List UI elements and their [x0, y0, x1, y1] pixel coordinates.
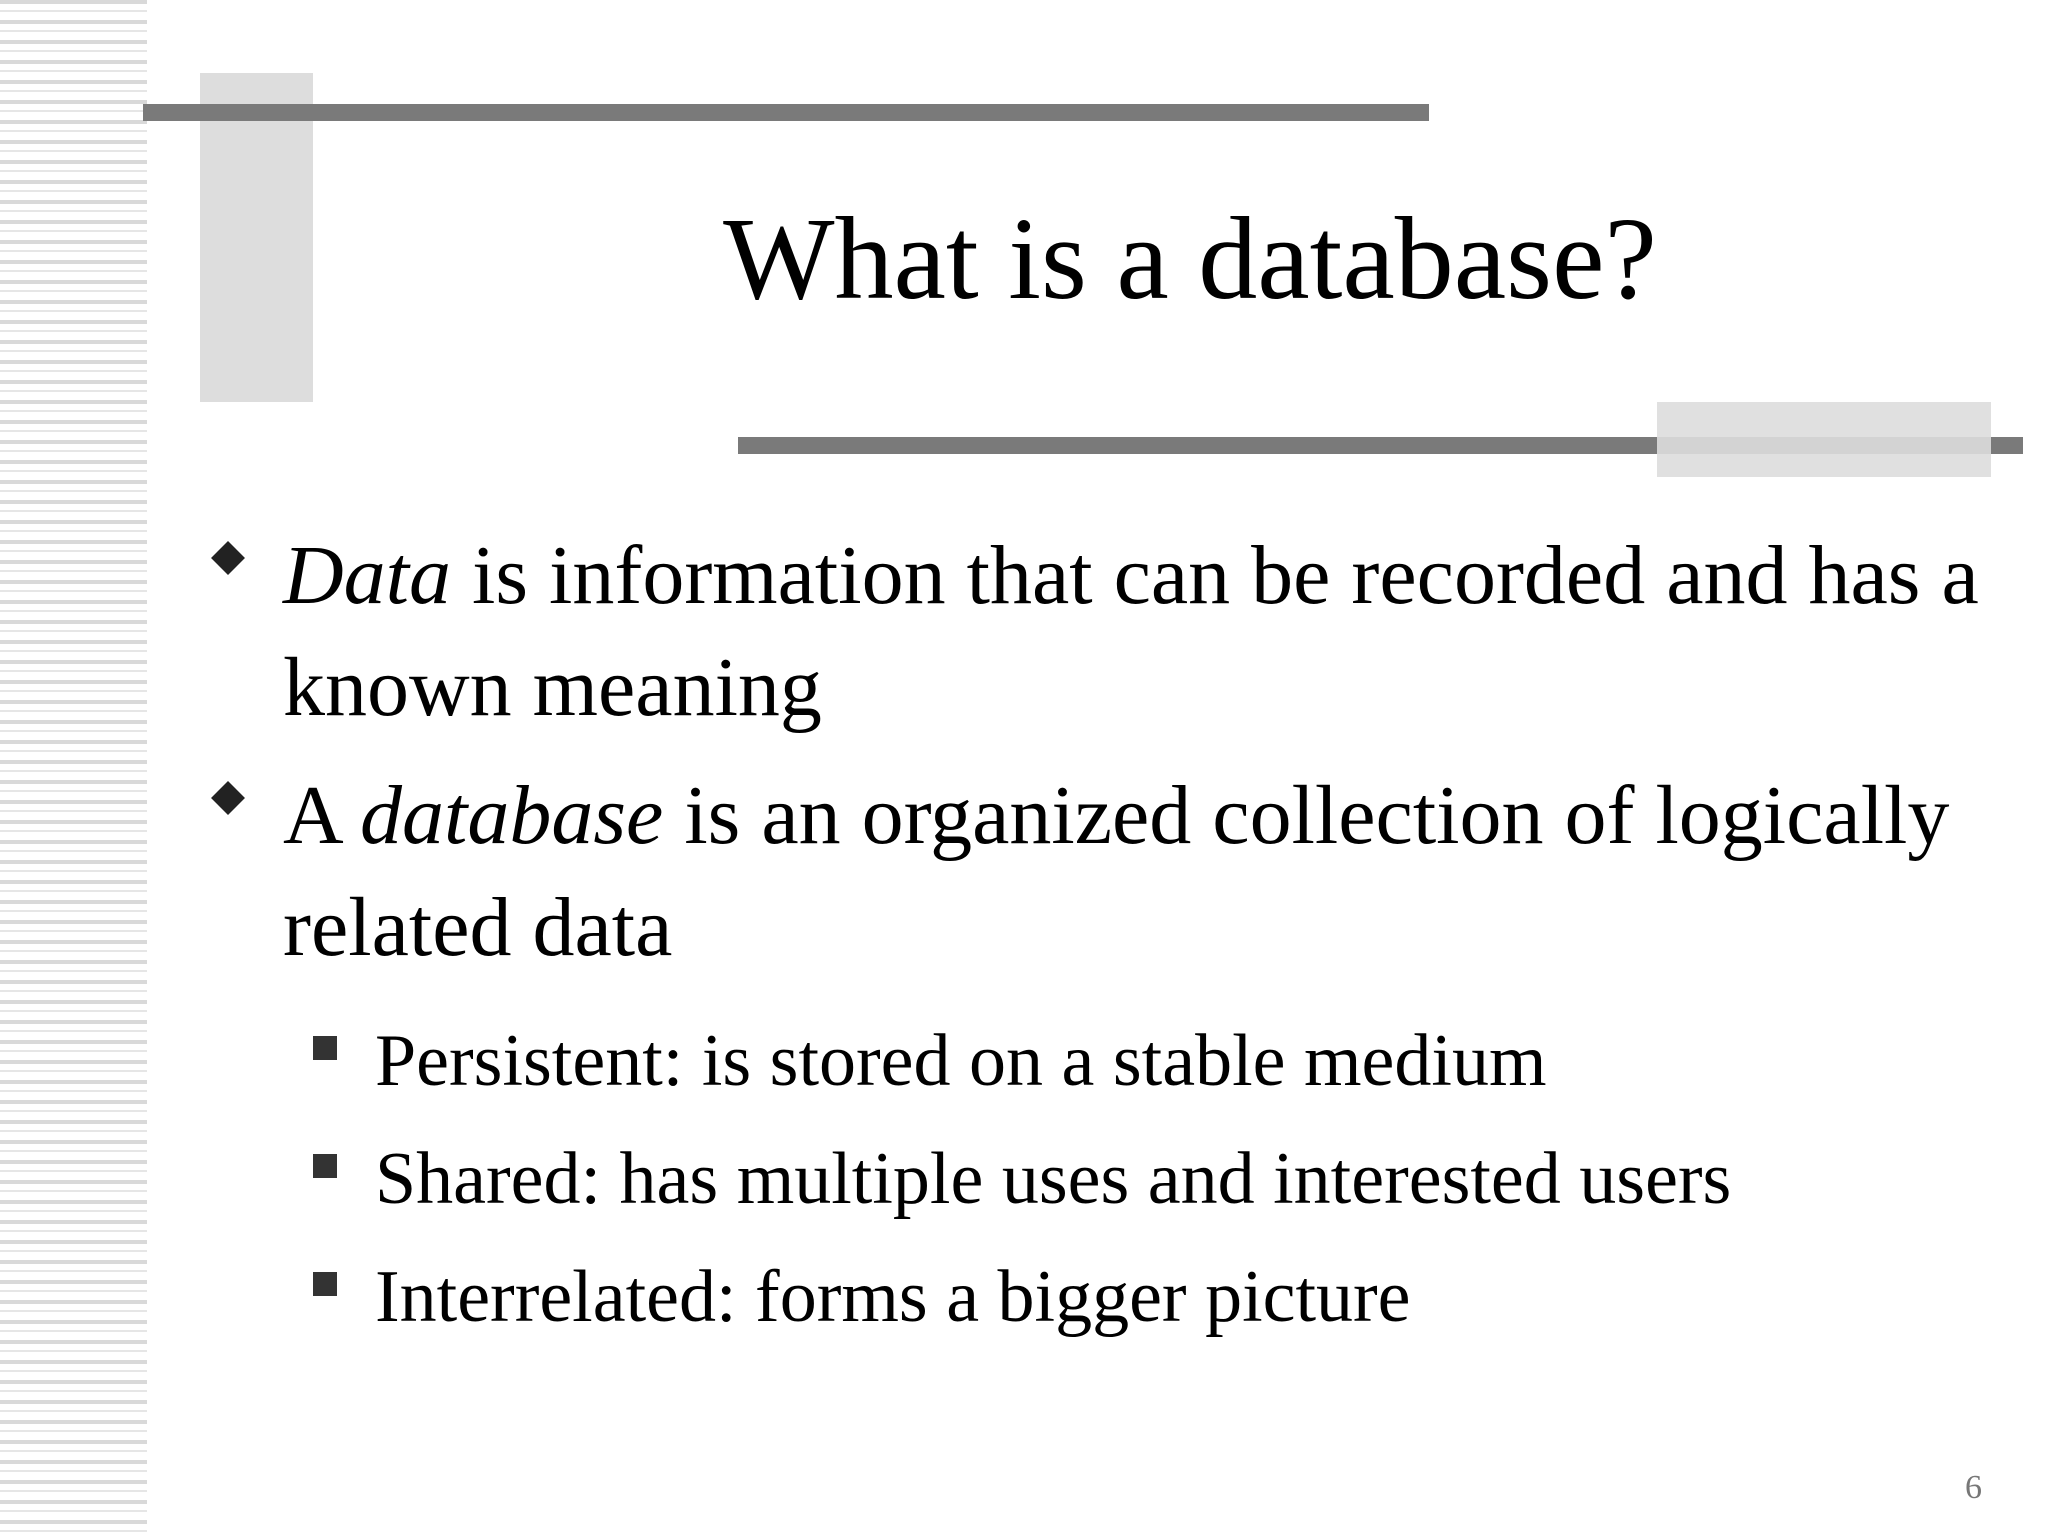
bullet-database-definition: [200, 760, 1990, 1356]
property-persistent: [283, 1002, 1990, 1120]
property-interrelated-text: Interrelated: forms a bigger picture: [375, 1256, 1411, 1338]
database-term: database: [360, 769, 664, 862]
vertical-gray-block: [200, 73, 313, 402]
property-interrelated: [283, 1238, 1990, 1356]
diamond-bullet-icon: [211, 541, 245, 575]
data-definition-text: is information that can be recorded and has a known meaning: [283, 529, 1979, 734]
left-stripe-pattern: [0, 0, 147, 1536]
page-number: 6: [1965, 1469, 1982, 1506]
database-properties-list: [283, 1002, 1990, 1356]
property-shared-text: Shared: has multiple uses and interested users: [375, 1138, 1732, 1220]
square-bullet-icon: [313, 1154, 337, 1178]
bullet-list: [200, 520, 1990, 1372]
database-definition-text: is an organized collection of logically related data: [283, 769, 1950, 974]
bullet-data-definition: [200, 520, 1990, 744]
property-shared: [283, 1120, 1990, 1238]
database-lead-text: A: [283, 769, 361, 862]
square-bullet-icon: [313, 1272, 337, 1296]
data-term: Data: [283, 529, 451, 622]
diamond-bullet-icon: [211, 781, 245, 815]
property-persistent-text: Persistent: is stored on a stable medium: [375, 1020, 1547, 1102]
slide-title: What is a database?: [723, 193, 1657, 324]
top-horizontal-rule: [143, 104, 1429, 121]
square-bullet-icon: [313, 1036, 337, 1060]
right-gray-block: [1657, 402, 1991, 477]
